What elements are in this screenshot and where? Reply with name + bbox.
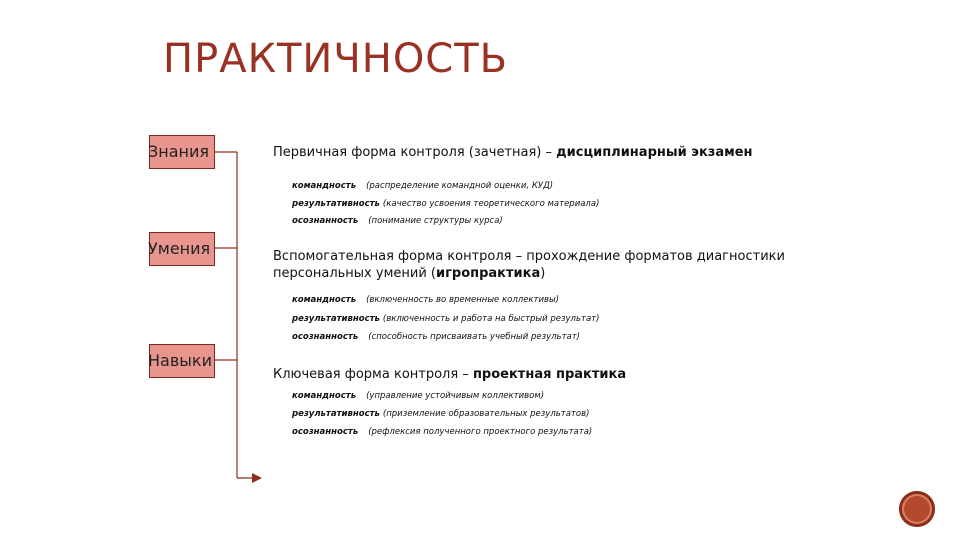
item-term: результативность	[292, 199, 380, 209]
item-desc: (способность присваивать учебный результат)	[368, 332, 580, 342]
item-term: осознанность	[292, 216, 359, 226]
list-item	[292, 199, 599, 209]
section-secondary-line1: Вспомогательная форма контроля – прохождение форматов диагностики	[273, 249, 785, 264]
item-term: результативность	[292, 314, 380, 324]
item-desc: (понимание структуры курса)	[368, 216, 503, 226]
item-desc: (приземление образовательных результатов)	[382, 409, 590, 419]
item-desc: (включенность и работа на быстрый результат)	[382, 314, 600, 324]
item-term: осознанность	[292, 427, 359, 437]
item-desc: (распределение командной оценки, КУД)	[366, 181, 554, 191]
item-desc: (включенность во временные коллективы)	[366, 295, 560, 305]
list-item	[292, 216, 503, 226]
list-item	[292, 391, 544, 401]
section-key-prefix: Ключевая форма контроля –	[273, 367, 473, 382]
box-abilities: Навыки	[149, 344, 215, 378]
list-item	[292, 409, 589, 419]
section-secondary-heading	[273, 248, 785, 282]
section-secondary-bold: игропрактика	[435, 266, 541, 281]
box-knowledge: Знания	[149, 135, 215, 169]
list-item	[292, 427, 592, 437]
section-primary-heading	[273, 144, 753, 161]
item-desc: (управление устойчивым коллективом)	[366, 391, 545, 401]
item-term: командность	[292, 295, 357, 305]
item-desc: (рефлексия полученного проектного результата)	[368, 427, 593, 437]
item-term: командность	[292, 181, 357, 191]
item-term: результативность	[292, 409, 380, 419]
list-item	[292, 314, 599, 324]
section-key-bold: проектная практика	[472, 367, 627, 382]
item-term: осознанность	[292, 332, 359, 342]
circular-logo-icon	[899, 491, 935, 527]
list-item	[292, 181, 553, 191]
item-desc: (качество усвоения теоретического материала)	[382, 199, 600, 209]
section-secondary-line2-suffix: )	[540, 266, 546, 281]
list-item	[292, 332, 580, 342]
section-primary-bold: дисциплинарный экзамен	[556, 145, 753, 160]
section-secondary-line2-prefix: персональных умений (	[273, 266, 436, 281]
item-term: командность	[292, 391, 357, 401]
box-skills: Умения	[149, 232, 215, 266]
section-primary-prefix: Первичная форма контроля (зачетная) –	[273, 145, 557, 160]
slide-title: ПРАКТИЧНОСТЬ	[163, 36, 509, 82]
list-item	[292, 295, 559, 305]
section-key-heading	[273, 366, 626, 383]
